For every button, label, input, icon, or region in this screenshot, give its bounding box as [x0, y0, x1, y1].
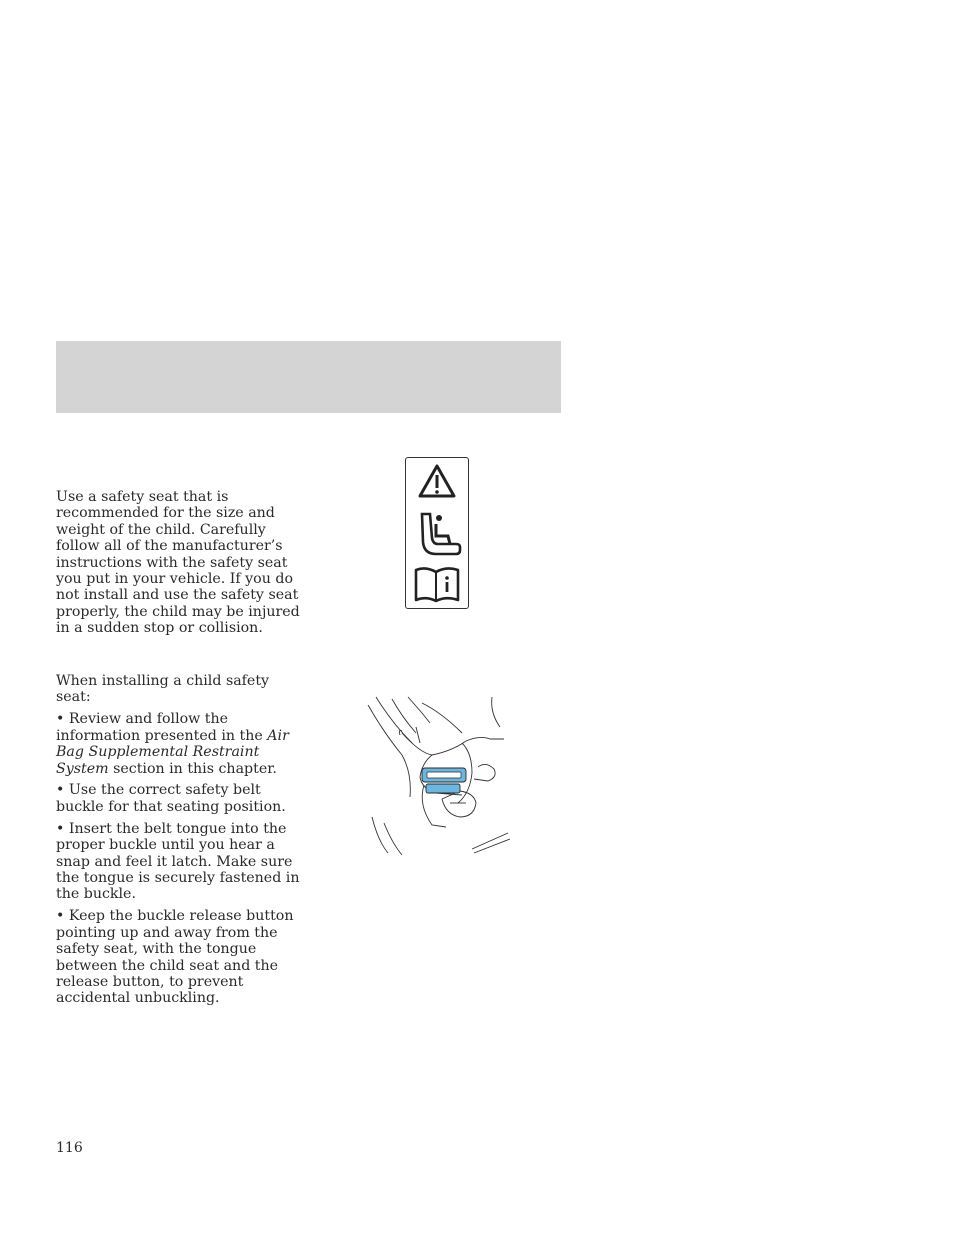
buckle-illustration	[362, 693, 512, 858]
warning-triangle-icon	[420, 466, 454, 496]
page-number: 116	[56, 1140, 83, 1156]
warning-label-box	[405, 457, 469, 609]
airbag-section-reference: Air Bag Supplemental Restraint System	[56, 727, 289, 777]
child-seat-icon	[422, 514, 460, 554]
safety-seat-paragraph: Use a safety seat that is recommended for the size and weight of the child. Carefully follow all of the manufacturer’s instructions with the safety seat you put in your vehicle. If you do not install and use the safety seat properly, the child may be injured in a sudden stop or collision.	[56, 489, 300, 637]
bullet-review-airbag	[56, 711, 301, 777]
bullet-insert-tongue: • Insert the belt tongue into the proper buckle until you hear a snap and feel it latch. Make sure the tongue is securely fastened in the buckle.	[56, 820, 300, 903]
bullet-release-button: • Keep the buckle release button pointing up and away from the safety seat, with the tongue between the child seat and the release button, to prevent accidental unbuckling.	[56, 908, 294, 1007]
bullet1-text: • Review and follow the information presented in the	[56, 711, 268, 744]
install-instructions	[56, 673, 301, 1012]
bullet-correct-buckle: • Use the correct safety belt buckle for that seating position.	[56, 782, 286, 815]
section-header-band	[56, 341, 561, 413]
buckle-highlight	[422, 768, 466, 793]
install-intro: When installing a child safety seat:	[56, 673, 270, 706]
bullet1-text-end: section in this chapter.	[108, 760, 277, 777]
owner-manual-icon	[416, 568, 458, 601]
